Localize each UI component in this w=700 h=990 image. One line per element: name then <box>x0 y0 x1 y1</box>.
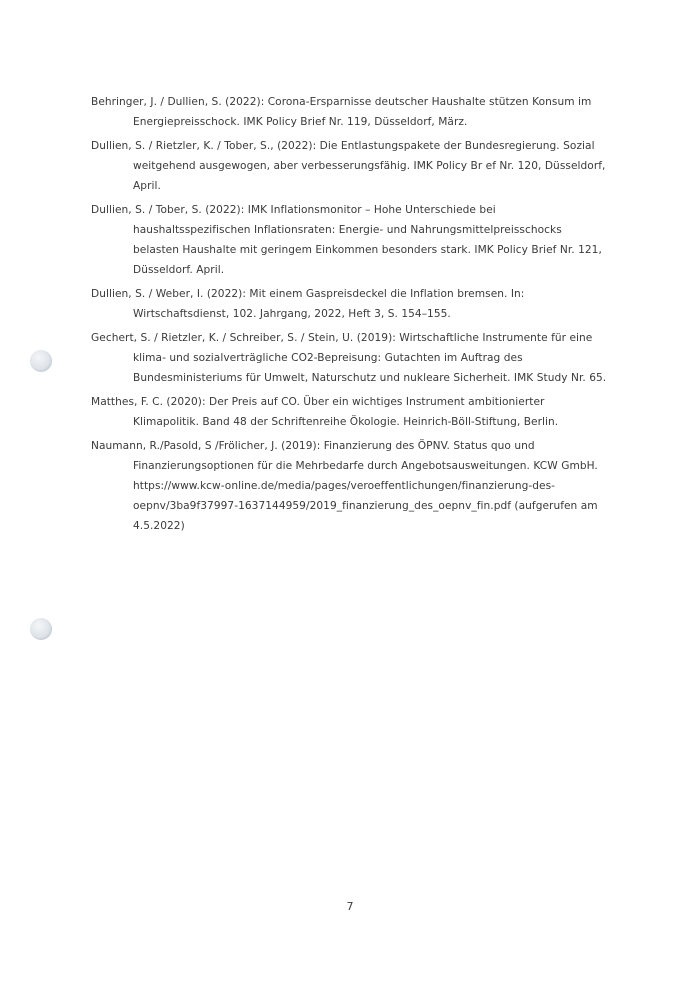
reference-entry: Behringer, J. / Dullien, S. (2022): Corona-Ersparnisse deutscher Haushalte stützen Konsum im Energiepreisschock. IMK Policy Brief Nr. 119, Düsseldorf, März. <box>91 96 592 128</box>
reference-entry: Gechert, S. / Rietzler, K. / Schreiber, S. / Stein, U. (2019): Wirtschaftliche Instrumente für eine klima- und sozialverträgliche CO2-Bepreisung: Gutachten im Auftrag des Bundesministeriums für Umwelt, Naturschutz und nukleare Sicherheit. IMK Study Nr. 65. <box>91 332 607 384</box>
punch-hole <box>30 350 52 372</box>
reference-entry: Dullien, S. / Tober, S. (2022): IMK Inflationsmonitor – Hohe Unterschiede bei haushaltsspezifischen Inflationsraten: Energie- und Nahrungsmittelpreisschocks belasten Haushalte mit geringem Einkommen besonders stark. IMK Policy Brief Nr. 121, Düsseldorf. April. <box>91 204 602 276</box>
reference-entry: Matthes, F. C. (2020): Der Preis auf CO. Über ein wichtiges Instrument ambitionierter Klimapolitik. Band 48 der Schriftenreihe Ökologie. Heinrich-Böll-Stiftung, Berlin. <box>91 396 559 428</box>
reference-entry: Dullien, S. / Rietzler, K. / Tober, S., (2022): Die Entlastungspakete der Bundesregierung. Sozial weitgehend ausgewogen, aber verbesserungsfähig. IMK Policy Br ef Nr. 120, Düsseldorf, April. <box>91 140 606 192</box>
punch-hole <box>30 618 52 640</box>
reference-list <box>91 92 611 536</box>
page-number: 7 <box>346 900 354 913</box>
reference-entry: Dullien, S. / Weber, I. (2022): Mit einem Gaspreisdeckel die Inflation bremsen. In: Wirtschaftsdienst, 102. Jahrgang, 2022, Heft 3, S. 154–155. <box>91 288 525 320</box>
reference-entry: Naumann, R./Pasold, S /Frölicher, J. (2019): Finanzierung des ÖPNV. Status quo und Finanzierungsoptionen für die Mehrbedarfe durch Angebotsausweitungen. KCW GmbH. https://www.kcw-online.de/media/pages/veroeffentlichungen/finanzierung-des-oepnv/3ba9f37997-1637144959/2019_finanzierung_des_oepnv_fin.pdf (aufgerufen am 4.5.2022) <box>91 440 598 532</box>
